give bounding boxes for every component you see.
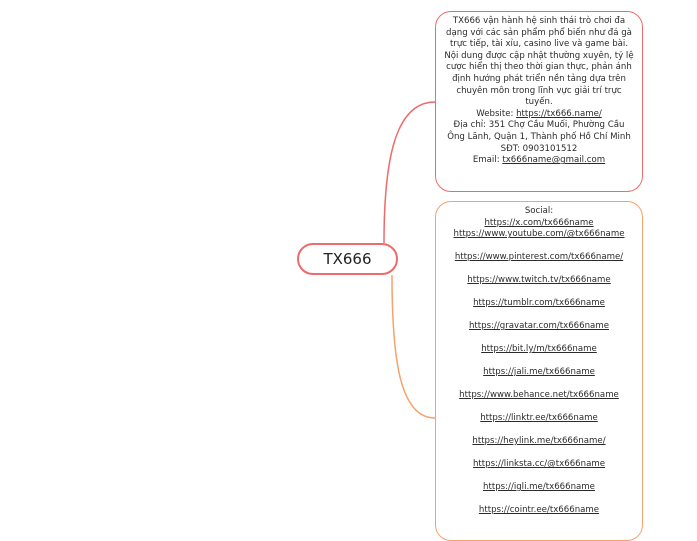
central-topic-label: TX666 [323,250,372,268]
info-phone: SĐT: 0903101512 [500,143,578,154]
social-link[interactable]: https://x.com/tx666name [484,217,594,228]
branch-line-info [384,102,435,243]
social-link[interactable]: https://www.pinterest.com/tx666name/ [454,252,624,263]
social-link[interactable]: https://igli.me/tx666name [483,482,595,493]
social-link[interactable]: https://www.behance.net/tx666name [459,390,619,401]
social-link[interactable]: https://linktr.ee/tx666name [480,413,598,424]
social-link-list [442,218,636,517]
social-link[interactable]: https://tumblr.com/tx666name [473,298,605,309]
info-website-line [444,109,634,121]
social-heading: Social: [524,206,554,216]
social-link[interactable]: https://jali.me/tx666name [483,367,595,378]
info-node[interactable] [435,11,643,192]
central-topic[interactable] [297,243,398,275]
info-email-label: Email: [472,155,503,166]
info-description: TX666 vận hành hệ sinh thái trò chơi đa dạng với các sản phẩm phổ biến như đá gà trực tiếp, tài xỉu, casino live và game bài. Nội dung được cập nhật thường xuyên, tỷ lệ cược hiển thị theo thời gian thực, phản ánh định hướng phát triển nền tảng dựa trên chuyên môn trong lĩnh vực giải trí trực tuyến. [444,16,634,108]
social-link[interactable]: https://www.youtube.com/@tx666name [453,229,625,240]
social-link[interactable]: https://gravatar.com/tx666name [468,321,609,332]
social-link[interactable]: https://www.twitch.tv/tx666name [467,275,611,286]
social-link[interactable]: https://linksta.cc/@tx666name [472,459,605,470]
branch-line-social [392,275,435,418]
info-email-line [444,155,634,167]
social-link[interactable]: https://cointr.ee/tx666name [478,505,600,515]
social-link[interactable]: https://heylink.me/tx666name/ [472,436,606,447]
info-website-link[interactable]: https://tx666.name/ [516,108,602,119]
info-email-link[interactable]: tx666name@gmail.com [502,155,606,166]
info-website-label: Website: [476,108,517,119]
social-link[interactable]: https://bit.ly/m/tx666name [481,344,597,355]
info-address: Địa chỉ: 351 Chợ Cầu Muối, Phường Cầu Ông Lãnh, Quận 1, Thành phố Hồ Chí Minh [447,120,631,142]
social-node[interactable] [435,201,643,541]
